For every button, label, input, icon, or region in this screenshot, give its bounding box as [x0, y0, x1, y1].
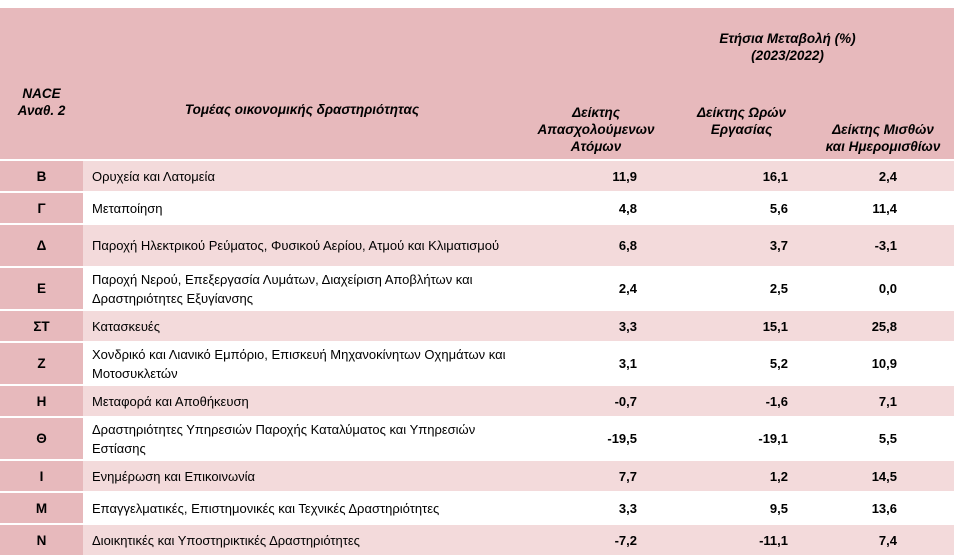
sector-cell: Παροχή Νερού, Επεξεργασία Λυμάτων, Διαχείριση Αποβλήτων και Δραστηριότητες Εξυγίανσης [83, 267, 521, 310]
nace-code-cell: Δ [0, 224, 83, 267]
sector-header [83, 8, 521, 160]
hours-value-cell: 5,2 [671, 342, 812, 385]
wages-value-cell: 25,8 [812, 310, 954, 342]
sector-cell: Μεταφορά και Αποθήκευση [83, 385, 521, 417]
table-row [0, 385, 954, 417]
wages-value-cell: 5,5 [812, 417, 954, 460]
employment-value-cell: 3,3 [521, 492, 671, 524]
hours-value-cell: 5,6 [671, 192, 812, 224]
table-row [0, 224, 954, 267]
wages-value-cell: 10,9 [812, 342, 954, 385]
sector-cell: Παροχή Ηλεκτρικού Ρεύματος, Φυσικού Αερίου, Ατμού και Κλιματισμού [83, 224, 521, 267]
hours-value-cell: 15,1 [671, 310, 812, 342]
sector-header-label: Τομέας οικονομικής δραστηριότητας [184, 102, 420, 117]
wages-value-cell: 7,4 [812, 524, 954, 555]
annual-change-table [0, 8, 954, 555]
group-header [521, 8, 954, 68]
employment-value-cell: 6,8 [521, 224, 671, 267]
sector-cell: Μεταποίηση [83, 192, 521, 224]
sector-cell: Ενημέρωση και Επικοινωνία [83, 460, 521, 492]
nace-code-cell: Ι [0, 460, 83, 492]
hours-value-cell: -19,1 [671, 417, 812, 460]
sector-cell: Χονδρικό και Λιανικό Εμπόριο, Επισκευή Μηχανοκίνητων Οχημάτων και Μοτοσυκλετών [83, 342, 521, 385]
wages-value-cell: 2,4 [812, 160, 954, 192]
employment-value-cell: -19,5 [521, 417, 671, 460]
hours-value-cell: 3,7 [671, 224, 812, 267]
wages-value-cell: -3,1 [812, 224, 954, 267]
wages-value-cell: 7,1 [812, 385, 954, 417]
hours-value-cell: 1,2 [671, 460, 812, 492]
nace-code-cell: Γ [0, 192, 83, 224]
table-row [0, 460, 954, 492]
wages-value-cell: 13,6 [812, 492, 954, 524]
nace-code-cell: Θ [0, 417, 83, 460]
header-row-top [0, 8, 954, 68]
hours-value-cell: -11,1 [671, 524, 812, 555]
nace-code-cell: Β [0, 160, 83, 192]
employment-header-label: Δείκτης Απασχολούμενων Ατόμων [537, 105, 655, 154]
nace-code-cell: ΣΤ [0, 310, 83, 342]
nace-code-cell: Μ [0, 492, 83, 524]
employment-value-cell: 2,4 [521, 267, 671, 310]
table-row [0, 310, 954, 342]
sector-cell: Δραστηριότητες Υπηρεσιών Παροχής Καταλύματος και Υπηρεσιών Εστίασης [83, 417, 521, 460]
hours-value-cell: 16,1 [671, 160, 812, 192]
employment-value-cell: 3,1 [521, 342, 671, 385]
employment-value-cell: -0,7 [521, 385, 671, 417]
statistics-table-container [0, 8, 954, 555]
nace-code-cell: Ν [0, 524, 83, 555]
employment-value-cell: 7,7 [521, 460, 671, 492]
hours-value-cell: 2,5 [671, 267, 812, 310]
sector-cell: Διοικητικές και Υποστηρικτικές Δραστηριότητες [83, 524, 521, 555]
wages-header [812, 68, 954, 160]
employment-value-cell: 3,3 [521, 310, 671, 342]
table-row [0, 524, 954, 555]
table-row [0, 417, 954, 460]
employment-header [521, 68, 671, 160]
employment-value-cell: 4,8 [521, 192, 671, 224]
table-row [0, 192, 954, 224]
employment-value-cell: -7,2 [521, 524, 671, 555]
employment-value-cell: 11,9 [521, 160, 671, 192]
wages-header-label: Δείκτης Μισθών και Ημερομισθίων [825, 122, 941, 154]
table-row [0, 267, 954, 310]
nace-code-cell: Ζ [0, 342, 83, 385]
table-row [0, 160, 954, 192]
table-row [0, 492, 954, 524]
nace-code-cell: Ε [0, 267, 83, 310]
nace-code-cell: Η [0, 385, 83, 417]
hours-value-cell: 9,5 [671, 492, 812, 524]
wages-value-cell: 14,5 [812, 460, 954, 492]
sector-cell: Ορυχεία και Λατομεία [83, 160, 521, 192]
wages-value-cell: 0,0 [812, 267, 954, 310]
hours-value-cell: -1,6 [671, 385, 812, 417]
sector-cell: Επαγγελματικές, Επιστημονικές και Τεχνικές Δραστηριότητες [83, 492, 521, 524]
group-header-label: Ετήσια Μεταβολή (%) (2023/2022) [719, 31, 856, 63]
hours-header [671, 68, 812, 160]
table-row [0, 342, 954, 385]
nace-header [0, 8, 83, 160]
hours-header-label: Δείκτης Ωρών Εργασίας [696, 105, 787, 137]
sector-cell: Κατασκευές [83, 310, 521, 342]
nace-header-label: NACE Αναθ. 2 [17, 85, 66, 118]
wages-value-cell: 11,4 [812, 192, 954, 224]
